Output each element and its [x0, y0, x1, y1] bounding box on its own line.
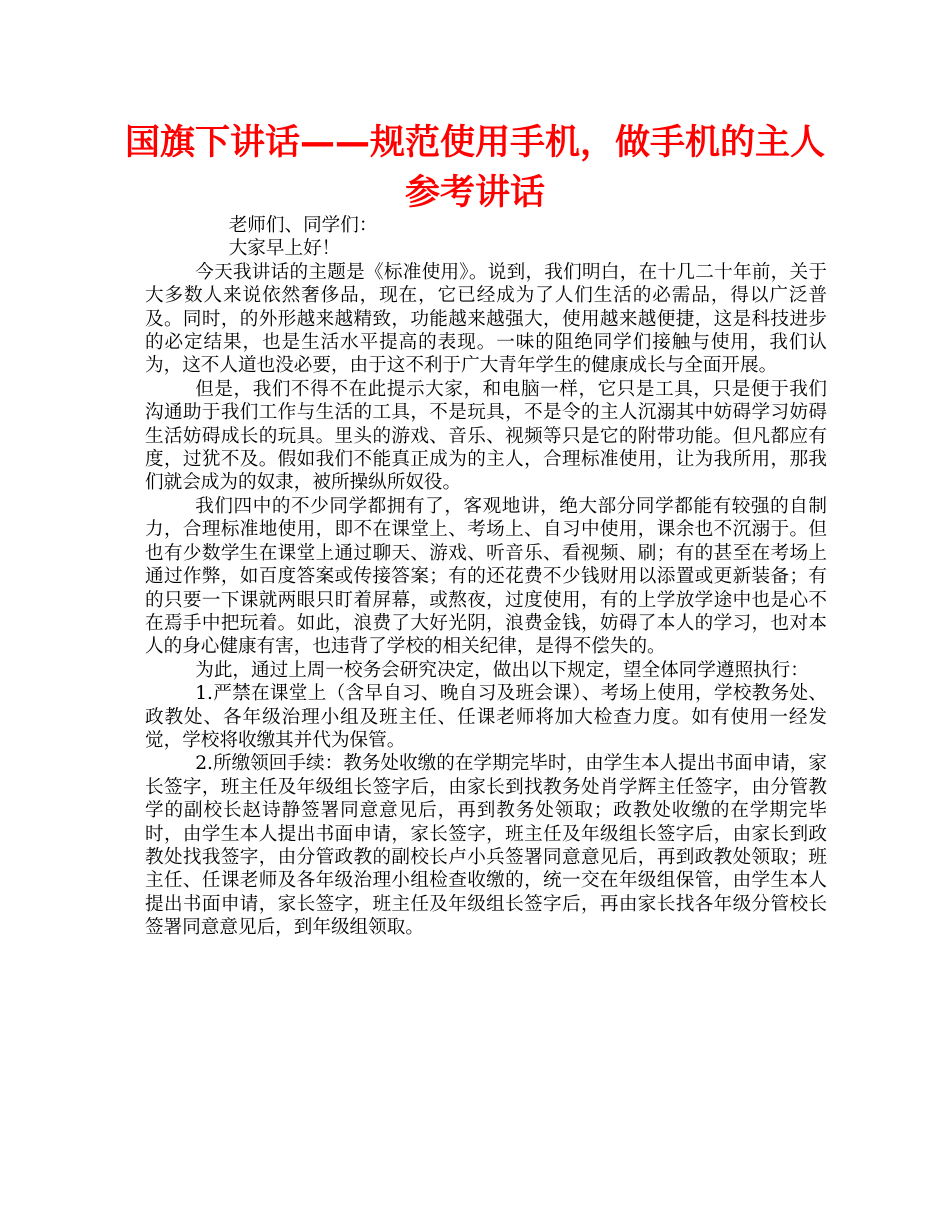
salutation: 老师们、同学们：: [228, 215, 378, 236]
document-title: 国旗下讲话——规范使用手机，做手机的主人参考讲话: [124, 123, 825, 213]
rule-item: 2.所缴领回手续：教务处收缴的在学期完毕时，由学生本人提出书面申请，家长签字，班主任及年级组长签字后，由家长到找教务处肖学辉主任签字，由分管教学的副校长赵诗静签署同意意见后，再到教务处领取；政教处收缴的在学期完毕时，由学生本人提出书面申请，家长签字，班主任及年级组长签字后，由家长到政教处找我签字，由分管政教的副校长卢小兵签署同意意见后，再到政教处领取；班主任、任课老师及各年级治理小组检查收缴的，统一交在年级组保管，由学生本人提出书面申请，家长签字，班主任及年级组长签字后，再由家长找各年级分管校长签署同意意见后，到年级组领取。: [145, 753, 827, 939]
paragraph: 为此，通过上周一校务会研究决定，做出以下规定，望全体同学遵照执行：: [195, 659, 809, 681]
rule-item: 1.严禁在课堂上（含早自习、晚自习及班会课）、考场上使用，学校教务处、政教处、各年级治理小组及班主任、任课老师将加大检查力度。如有使用一经发觉，学校将收缴其并代为保管。: [145, 683, 827, 751]
paragraph: 今天我讲话的主题是《标准使用》。说到，我们明白，在十几二十年前，关于大多数人来说依然奢侈品，现在，它已经成为了人们生活的必需品，得以广泛普及。同时，的外形越来越精致，功能越来越强大，使用越来越便捷，这是科技进步的必定结果，也是生活水平提高的表现。一味的阻绝同学们接触与使用，我们认为，这不人道也没必要，由于这不利于广大青年学生的健康成长与全面开展。: [145, 261, 827, 377]
paragraph: 但是，我们不得不在此提示大家，和电脑一样，它只是工具，只是便于我们沟通助于我们工作与生活的工具，不是玩具，不是令的主人沉溺其中妨碍学习妨碍生活妨碍成长的玩具。里头的游戏、音乐、视频等只是它的附带功能。但凡都应有度，过犹不及。假如我们不能真正成为的主人，合理标准使用，让为我所用，那我们就会成为的奴隶，被所操纵所奴役。: [145, 378, 827, 494]
greeting: 大家早上好！: [228, 238, 341, 260]
paragraph: 我们四中的不少同学都拥有了，客观地讲，绝大部分同学都能有较强的自制力，合理标准地使用，即不在课堂上、考场上、自习中使用，课余也不沉溺于。但也有少数学生在课堂上通过聊天、游戏、听音乐、看视频、刷；有的甚至在考场上通过作弊，如百度答案或传接答案；有的还花费不少钱财用以添置或更新装备；有的只要一下课就两眼只盯着屏幕，或熬夜，过度使用，有的上学放学途中也是心不在焉手中把玩着。如此，浪费了大好光阴，浪费金钱，妨碍了本人的学习，也对本人的身心健康有害，也违背了学校的相关纪律，是得不偿失的。: [145, 495, 827, 658]
document-body: [145, 214, 827, 940]
